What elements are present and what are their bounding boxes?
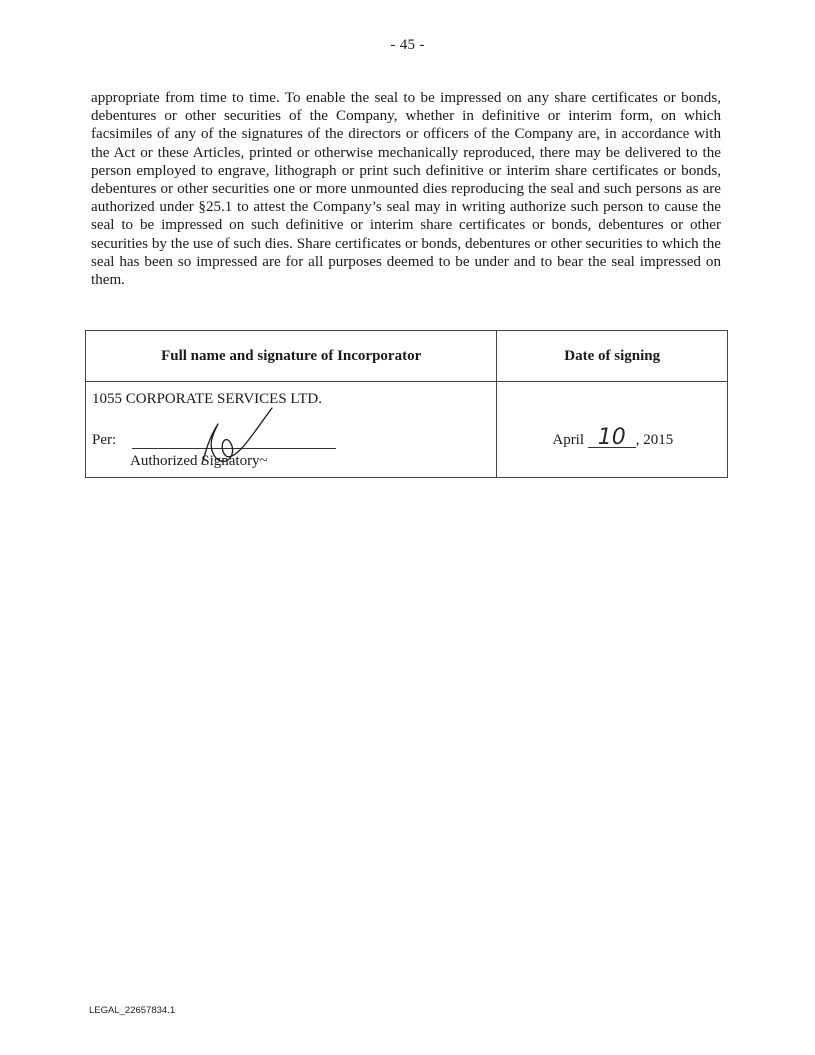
page-number: - 45 - (390, 37, 425, 53)
body-paragraph: appropriate from time to time. To enable the seal to be impressed on any share certificates or bonds, debentures or other securities of the Company, whether in definitive or interim form, on which facsimiles of any of the signatures of the directors or officers of the Company are, in accordance with the Act or these Articles, printed or otherwise mechanically reproduced, there may be delivered to the person employed to engrave, lithograph or print such definitive or interim share certificates or bonds, debentures or other securities one or more unmounted dies reproducing the seal and such persons as are authorized under §25.1 to attest the Company’s seal may in writing authorize such person to cause the seal to be impressed on such definitive or interim share certificates or bonds, debentures or other securities by the use of such dies. Share certificates or bonds, debentures or other securities to which the seal has been so impressed are for all purposes deemed to be under and to bear the seal impressed on them. (91, 90, 721, 289)
signature-table (85, 330, 728, 478)
table-header-row (86, 331, 728, 382)
incorporator-cell (86, 382, 497, 478)
date-cell (497, 382, 728, 478)
date-year: , 2015 (635, 432, 674, 448)
date-day-handwritten: 10 (588, 429, 636, 448)
table-row (86, 382, 728, 478)
authorized-signatory-label: Authorized Signatory~ (130, 453, 268, 469)
company-name: 1055 CORPORATE SERVICES LTD. (92, 391, 322, 407)
header-incorporator: Full name and signature of Incorporator (86, 331, 497, 382)
header-date-of-signing: Date of signing (497, 331, 728, 382)
document-reference: LEGAL_22657834.1 (89, 1005, 176, 1016)
signing-date (552, 425, 674, 450)
per-label: Per: (92, 432, 117, 448)
date-month: April (552, 432, 585, 448)
